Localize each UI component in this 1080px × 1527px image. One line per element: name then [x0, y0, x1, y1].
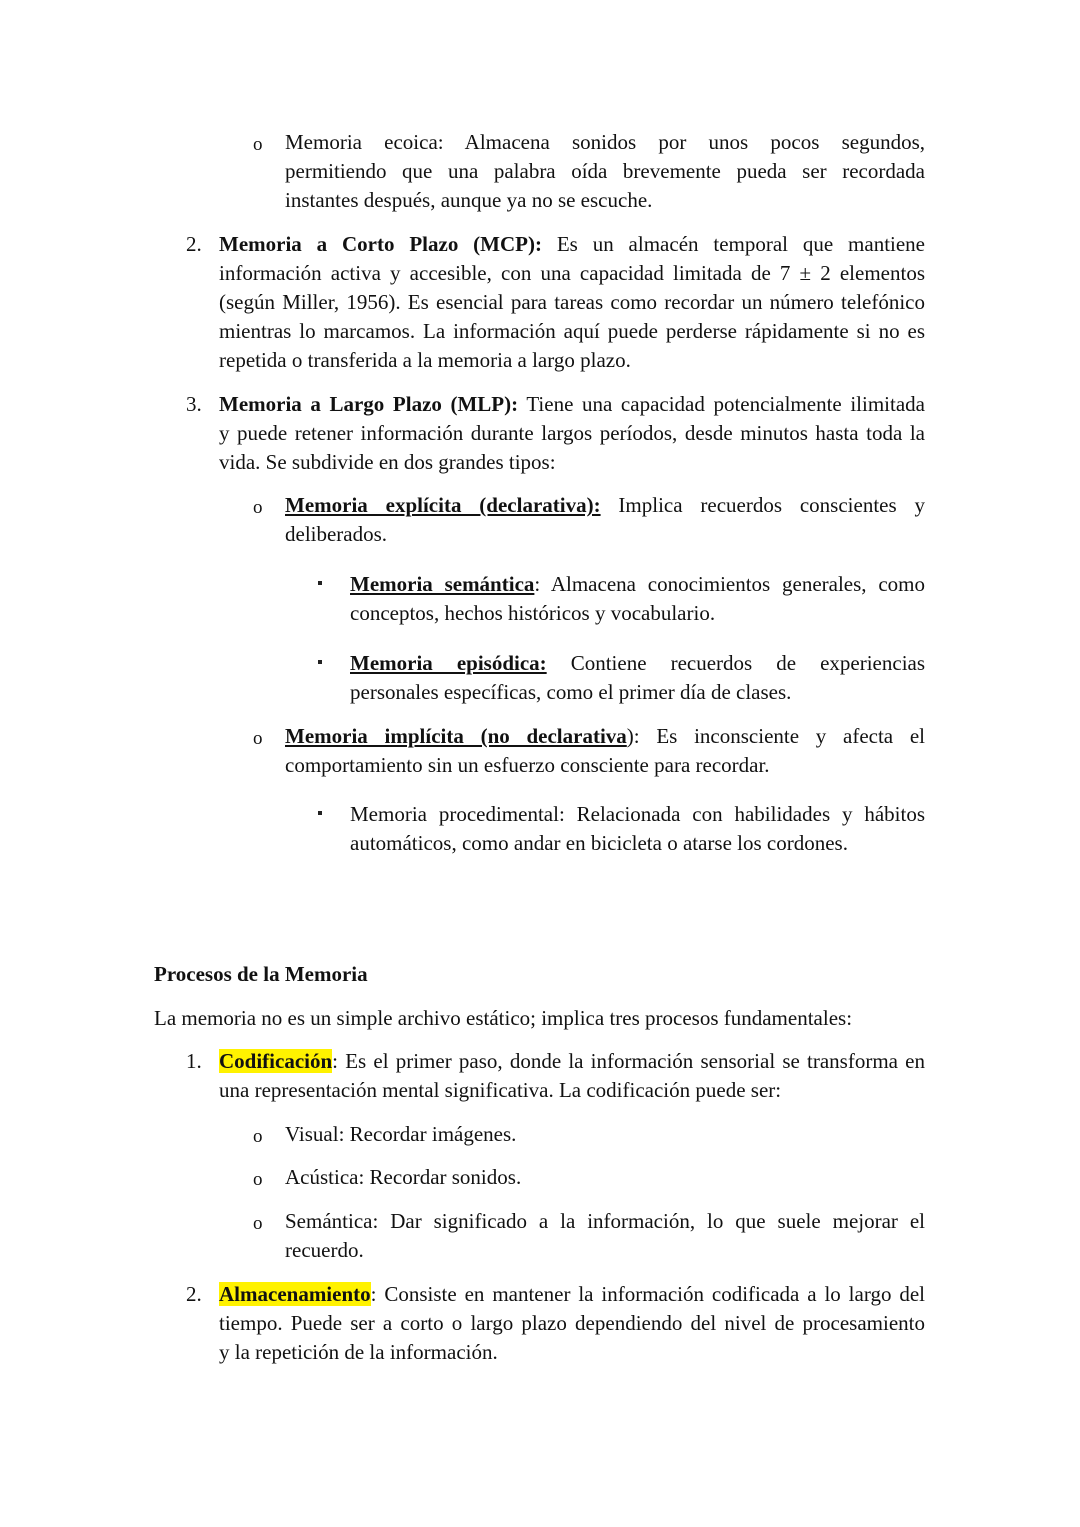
paragraph-line [219, 1280, 925, 1309]
paragraph-line: Memoria procedimental: Relacionada con habilidades y hábitos [350, 802, 925, 826]
paragraph-text: Tiene una capacidad potencialmente ilimitada [526, 392, 925, 416]
paragraph-line: tiempo. Puede ser a corto o largo plazo dependiendo del nivel de procesamiento [219, 1311, 925, 1335]
section-heading: Procesos de la Memoria [154, 962, 368, 986]
term-explicita: Memoria explícita (declarativa): [285, 493, 601, 517]
paragraph-text: : Consiste en mantener la información codificada a lo largo del [370, 1282, 925, 1306]
paragraph-line: (según Miller, 1956). Es esencial para tareas como recordar un número telefónico [219, 290, 925, 314]
list-bullet-circle: o [253, 1169, 263, 1190]
list-bullet-square [318, 581, 322, 585]
paragraph-line [219, 1047, 925, 1076]
list-bullet-circle: o [253, 497, 263, 518]
paragraph-line: vida. Se subdivide en dos grandes tipos: [219, 450, 556, 474]
term-mcp: Memoria a Corto Plazo (MCP): [219, 232, 542, 256]
paragraph-line [350, 649, 925, 678]
paragraph-line [285, 722, 925, 751]
paragraph-line [219, 390, 925, 419]
paragraph-text: Contiene recuerdos de experiencias [570, 651, 926, 675]
paragraph-line: instantes después, aunque ya no se escuche. [285, 188, 653, 212]
paragraph-line: conceptos, hechos históricos y vocabulario. [350, 601, 716, 625]
paragraph-line: comportamiento sin un esfuerzo consciente para recordar. [285, 753, 770, 777]
term-mlp: Memoria a Largo Plazo (MLP): [219, 392, 519, 416]
list-item: Acústica: Recordar sonidos. [285, 1165, 522, 1189]
list-bullet-circle: o [253, 134, 263, 155]
list-number: 2. [186, 1282, 202, 1306]
term-almacenamiento: Almacenamiento [219, 1282, 371, 1306]
paragraph-text: Implica recuerdos conscientes y [618, 493, 926, 517]
list-number: 3. [186, 392, 202, 416]
paragraph-line: Memoria ecoica: Almacena sonidos por unos pocos segundos, [285, 130, 925, 154]
paragraph-line: permitiendo que una palabra oída brevemente pueda ser recordada [285, 159, 925, 183]
paragraph-line: información activa y accesible, con una capacidad limitada de 7 ± 2 elementos [219, 261, 925, 285]
paragraph-line: mientras lo marcamos. La información aquí puede perderse rápidamente si no es [219, 319, 925, 343]
list-number: 2. [186, 232, 202, 256]
paragraph-line: repetida o transferida a la memoria a largo plazo. [219, 348, 631, 372]
list-bullet-circle: o [253, 1213, 263, 1234]
list-bullet-square [318, 660, 322, 664]
term-semantica: Memoria semántica [350, 572, 535, 596]
paragraph-line: La memoria no es un simple archivo estático; implica tres procesos fundamentales: [154, 1006, 853, 1030]
list-bullet-circle: o [253, 1126, 263, 1147]
paragraph-line: y la repetición de la información. [219, 1340, 498, 1364]
paragraph-text: : Es el primer paso, donde la información sensorial se transforma en [332, 1049, 925, 1073]
paragraph-line: deliberados. [285, 522, 388, 546]
term-implicita: Memoria implícita (no declarativa [285, 724, 627, 748]
list-item: Visual: Recordar imágenes. [285, 1122, 517, 1146]
list-bullet-square [318, 811, 322, 815]
paragraph-line: una representación mental significativa. La codificación puede ser: [219, 1078, 782, 1102]
term-codificacion: Codificación [219, 1049, 333, 1073]
paragraph-line: recuerdo. [285, 1238, 364, 1262]
list-bullet-circle: o [253, 728, 263, 749]
paragraph-text: : Almacena conocimientos generales, como [534, 572, 925, 596]
paragraph-line [219, 230, 925, 259]
list-number: 1. [186, 1049, 202, 1073]
paragraph-line [285, 491, 925, 520]
paragraph-line: y puede retener información durante largos períodos, desde minutos hasta toda la [219, 421, 925, 445]
term-episodica: Memoria episódica: [350, 651, 547, 675]
paragraph-line: automáticos, como andar en bicicleta o atarse los cordones. [350, 831, 848, 855]
paragraph-line [350, 570, 925, 599]
paragraph-text: ): Es inconsciente y afecta el [626, 724, 926, 748]
list-item: Semántica: Dar significado a la información, lo que suele mejorar el [285, 1209, 925, 1233]
paragraph-line: personales específicas, como el primer día de clases. [350, 680, 792, 704]
paragraph-text: Es un almacén temporal que mantiene [556, 232, 926, 256]
